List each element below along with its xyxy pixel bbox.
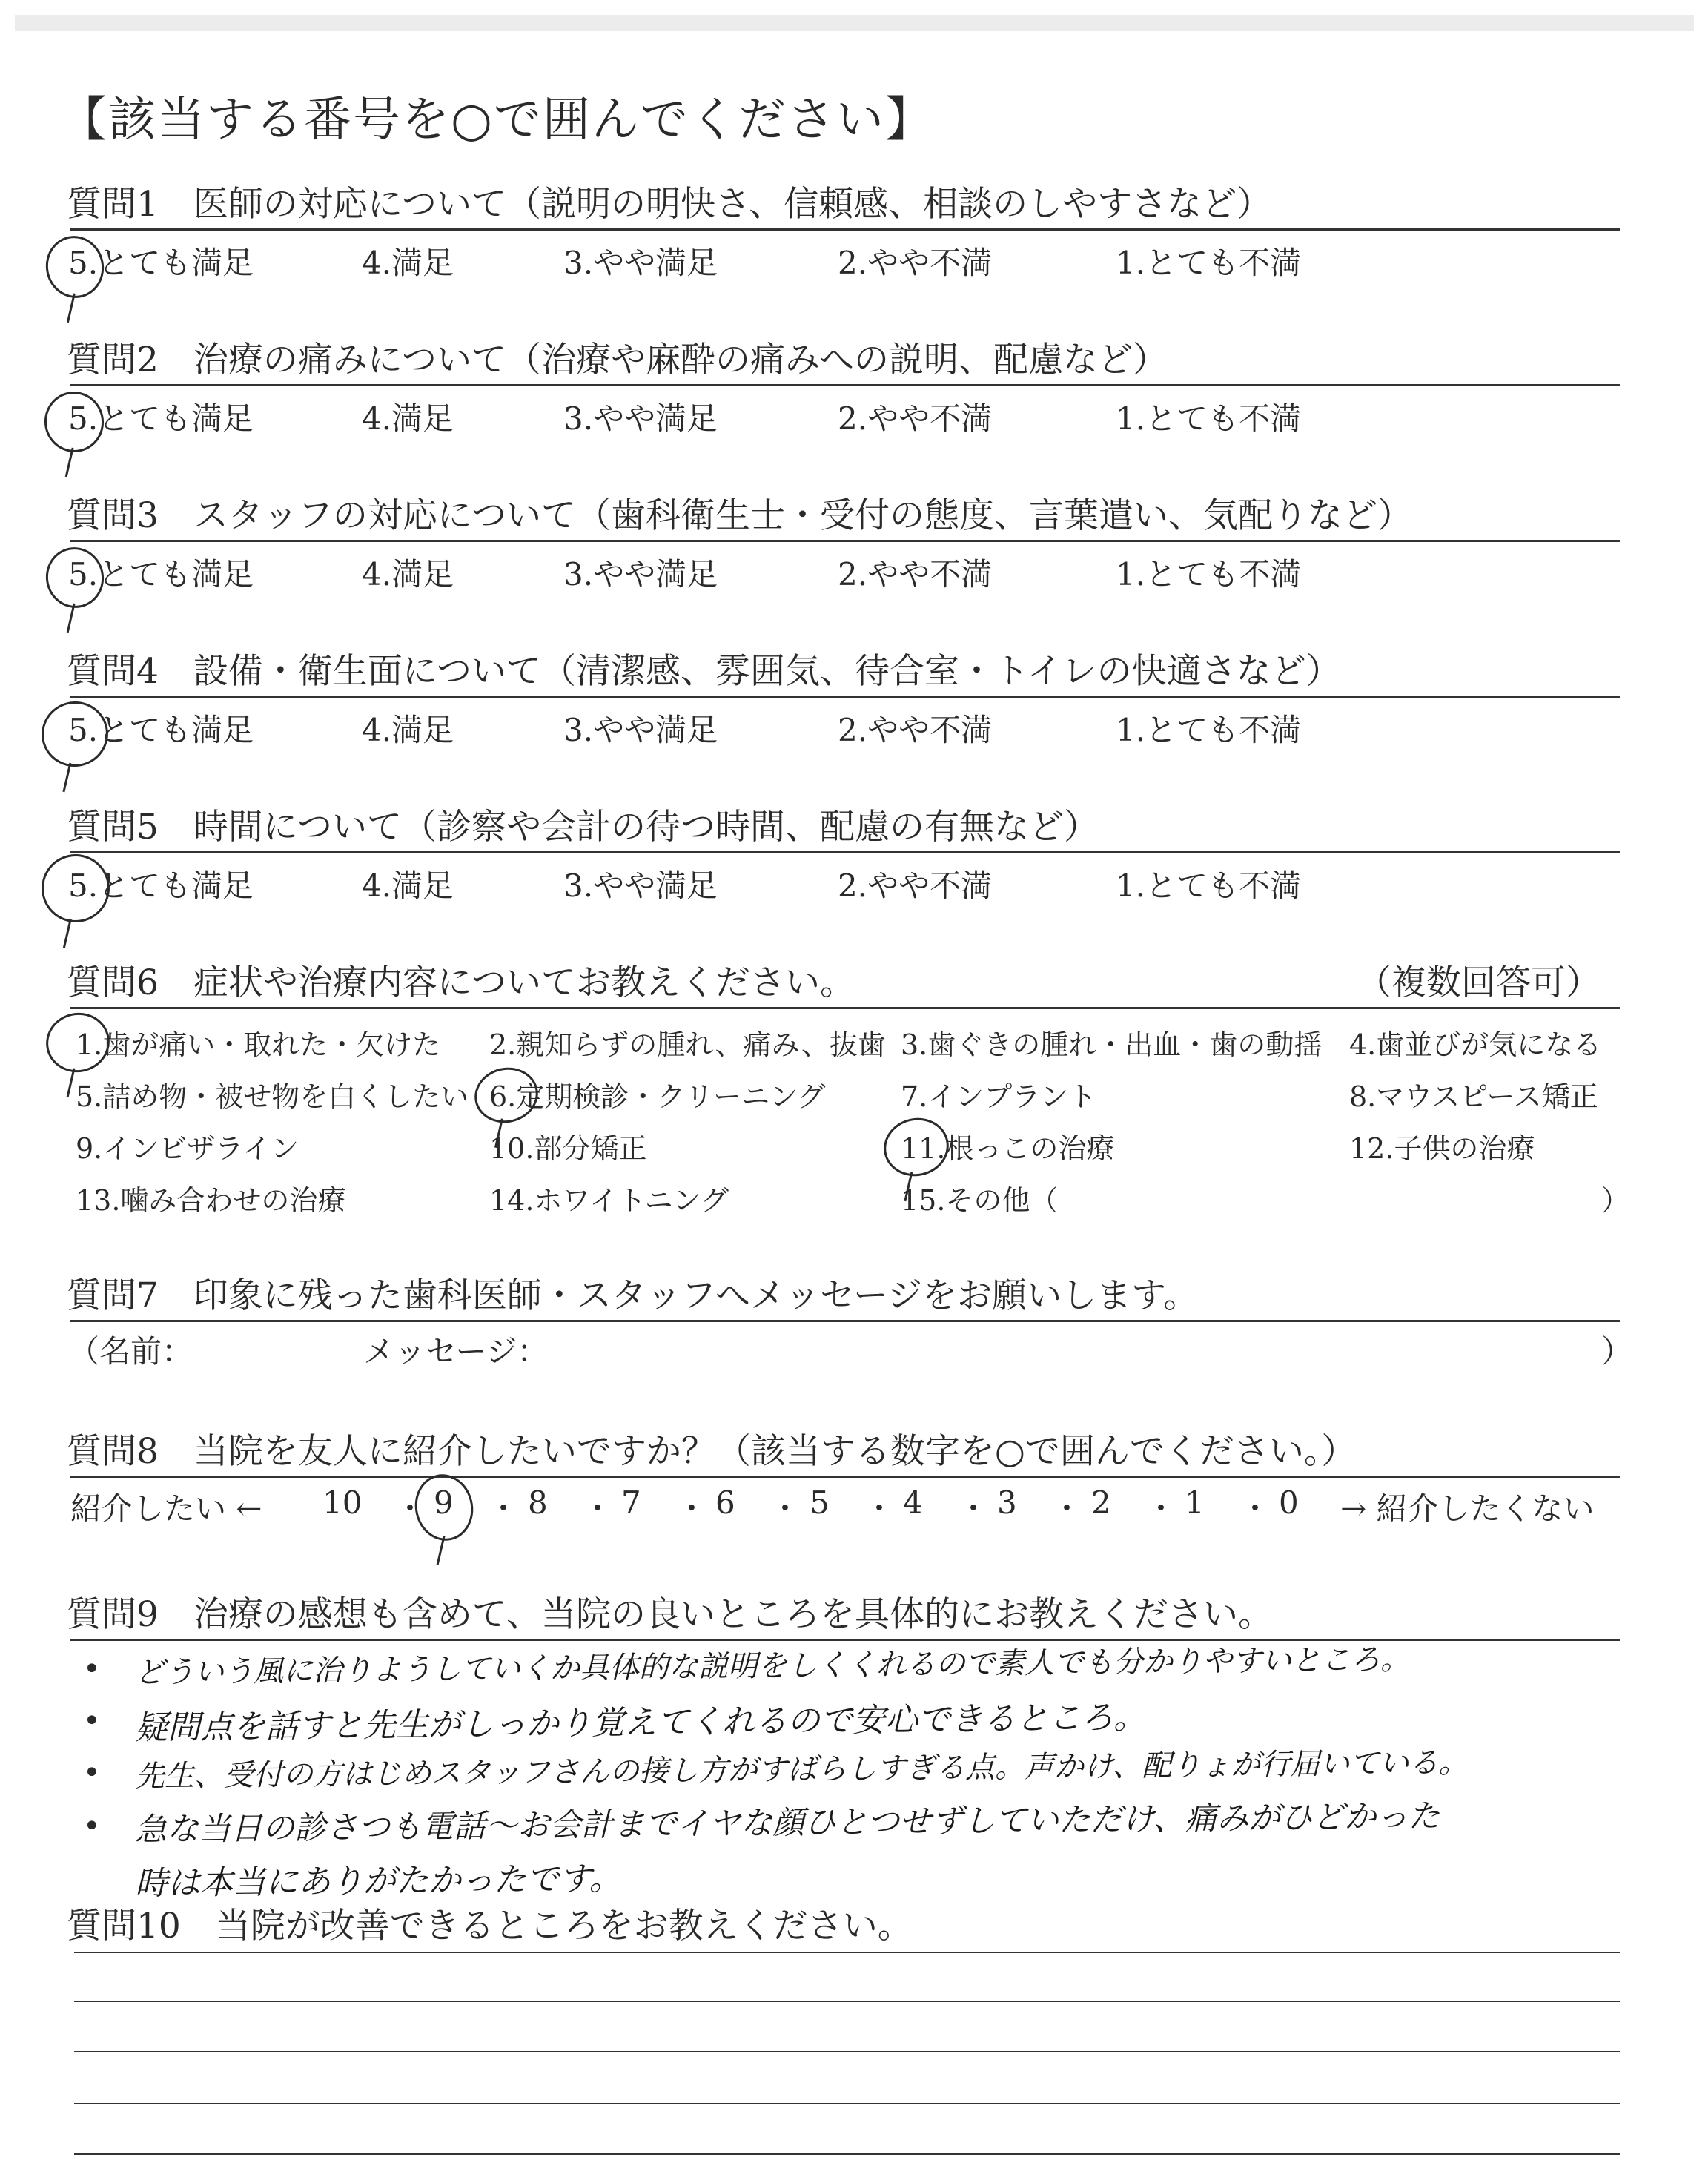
- q8-answer-circle: [408, 1469, 479, 1546]
- q8-separator: ・: [769, 1490, 801, 1527]
- q8-separator: ・: [864, 1490, 896, 1527]
- q7-close-paren: ）: [1601, 1333, 1633, 1370]
- q5-underline: [70, 851, 1620, 853]
- q8-scale-8[interactable]: 8: [528, 1484, 548, 1521]
- q3-option-3[interactable]: 3.やや満足: [563, 556, 718, 592]
- q6-item-7[interactable]: 7.インプラント: [901, 1080, 1097, 1113]
- q7-title: 質問7 印象に残った歯科医師・スタッフへメッセージをお願いします。: [67, 1275, 1199, 1316]
- q3-underline: [70, 540, 1620, 542]
- q10-answer-line: [74, 2103, 1620, 2104]
- q9-answer-4: 急な当日の診さつも電話～お会計までイヤな顔ひとつせずしていただけ、痛みがひどかった: [134, 1797, 1440, 1849]
- q6-answer-circle-6: [469, 1062, 543, 1129]
- q2-option-1[interactable]: 1.とても不満: [1116, 400, 1302, 437]
- q8-scale-9[interactable]: 9: [434, 1484, 454, 1521]
- q3-option-1[interactable]: 1.とても不満: [1116, 556, 1302, 592]
- q6-item-11[interactable]: 11.根っこの治療: [901, 1132, 1115, 1165]
- q1-option-3[interactable]: 3.やや満足: [563, 245, 718, 281]
- q8-scale-1[interactable]: 1: [1185, 1484, 1205, 1521]
- q10-answer-line: [74, 1952, 1620, 1953]
- q6-item-15[interactable]: 15.その他（: [901, 1184, 1059, 1217]
- q6-item-2[interactable]: 2.親知らずの腫れ、痛み、抜歯: [489, 1028, 886, 1061]
- q1-option-4[interactable]: 4.満足: [362, 245, 454, 281]
- q10-title: 質問10 当院が改善できるところをお教えください。: [67, 1906, 913, 1946]
- q8-scale-10[interactable]: 10: [322, 1484, 363, 1521]
- q8-scale-3[interactable]: 3: [997, 1484, 1017, 1521]
- q2-option-3[interactable]: 3.やや満足: [563, 400, 718, 437]
- q8-separator: ・: [582, 1490, 614, 1527]
- q9-bullet: •: [83, 1756, 101, 1790]
- q8-scale-4[interactable]: 4: [903, 1484, 923, 1521]
- q8-separator: ・: [676, 1490, 708, 1527]
- q8-separator: ・: [1051, 1490, 1083, 1527]
- q9-answer-5: 時は本当にありがたかったです。: [134, 1860, 622, 1903]
- q9-bullet: •: [83, 1704, 101, 1738]
- page-title: 【該当する番号を○で囲んでください】: [59, 93, 934, 148]
- q8-left-label: 紹介したい ←: [70, 1490, 262, 1527]
- q5-option-5[interactable]: 5.とても満足: [68, 868, 254, 904]
- q5-title: 質問5 時間について（診察や会計の待つ時間、配慮の有無など）: [67, 807, 1099, 848]
- q8-separator: ・: [958, 1490, 990, 1527]
- q6-note: （複数回答可）: [1357, 962, 1601, 1003]
- q8-scale-6[interactable]: 6: [715, 1484, 735, 1521]
- q6-item-10[interactable]: 10.部分矯正: [489, 1132, 647, 1165]
- q6-item-15-close: ）: [1601, 1184, 1630, 1217]
- q6-item-6[interactable]: 6.定期検診・クリーニング: [489, 1080, 826, 1113]
- q10-answer-line: [74, 2051, 1620, 2052]
- q10-answer-line: [74, 2001, 1620, 2002]
- q3-title: 質問3 スタッフの対応について（歯科衛生士・受付の態度、言葉遣い、気配りなど）: [67, 495, 1412, 536]
- q7-message-label: メッセージ：: [363, 1333, 549, 1370]
- q8-scale-0[interactable]: 0: [1279, 1484, 1299, 1521]
- q8-title: 質問8 当院を友人に紹介したいですか？（該当する数字を○で囲んでください。）: [67, 1431, 1357, 1472]
- q8-separator: ・: [488, 1490, 520, 1527]
- q5-answer-circle: [35, 848, 116, 928]
- q8-scale-2[interactable]: 2: [1091, 1484, 1111, 1521]
- q9-answer-1: どういう風に治りようしていくか具体的な説明をしくくれるので素人でも分かりやすいところ。: [134, 1642, 1411, 1690]
- q8-scale-7[interactable]: 7: [621, 1484, 641, 1521]
- q10-answer-line: [74, 2153, 1620, 2155]
- q4-title: 質問4 設備・衛生面について（清潔感、雰囲気、待合室・トイレの快適さなど）: [67, 651, 1341, 692]
- q2-title: 質問2 治療の痛みについて（治療や麻酔の痛みへの説明、配慮など）: [67, 340, 1168, 380]
- q4-option-5[interactable]: 5.とても満足: [68, 712, 254, 748]
- q8-right-label: → 紹介したくない: [1340, 1490, 1595, 1527]
- q9-bullet: •: [83, 1809, 101, 1843]
- q4-underline: [70, 696, 1620, 698]
- q6-item-1[interactable]: 1.歯が痛い・取れた・欠けた: [76, 1028, 441, 1061]
- q3-option-2[interactable]: 2.やや不満: [838, 556, 993, 592]
- q6-title: 質問6 症状や治療内容についてお教えください。: [67, 962, 855, 1003]
- q1-option-1[interactable]: 1.とても不満: [1116, 245, 1302, 281]
- q4-option-3[interactable]: 3.やや満足: [563, 712, 718, 748]
- q9-answer-3: 先生、受付の方はじめスタッフさんの接し方がすばらしすぎる点。声かけ、配りょが行届いている。: [134, 1745, 1469, 1794]
- q2-option-5[interactable]: 5.とても満足: [68, 400, 254, 437]
- q4-option-2[interactable]: 2.やや不満: [838, 712, 993, 748]
- q6-answer-circle-11: [878, 1112, 954, 1183]
- q9-answer-2: 疑問点を話すと先生がしっかり覚えてくれるので安心できるところ。: [134, 1698, 1147, 1747]
- q6-item-13[interactable]: 13.噛み合わせの治療: [76, 1184, 346, 1217]
- scan-edge: [15, 15, 1694, 31]
- q6-item-12[interactable]: 12.子供の治療: [1349, 1132, 1535, 1165]
- q6-item-5[interactable]: 5.詰め物・被せ物を白くしたい: [76, 1080, 469, 1113]
- q6-item-3[interactable]: 3.歯ぐきの腫れ・出血・歯の動揺: [901, 1028, 1323, 1061]
- q6-item-9[interactable]: 9.インビザライン: [76, 1132, 299, 1165]
- q8-underline: [70, 1476, 1620, 1478]
- q6-underline: [70, 1007, 1620, 1009]
- q9-title: 質問9 治療の感想も含めて、当院の良いところを具体的にお教えください。: [67, 1594, 1273, 1635]
- q8-separator: ・: [1239, 1490, 1271, 1527]
- q2-option-2[interactable]: 2.やや不満: [838, 400, 993, 437]
- q8-separator: ・: [1145, 1490, 1177, 1527]
- q5-option-3[interactable]: 3.やや満足: [563, 868, 718, 904]
- q7-name-label: （名前：: [68, 1333, 193, 1370]
- q4-option-1[interactable]: 1.とても不満: [1116, 712, 1302, 748]
- q2-underline: [70, 384, 1620, 386]
- q6-item-14[interactable]: 14.ホワイトニング: [489, 1184, 729, 1217]
- q1-option-5[interactable]: 5.とても満足: [68, 245, 254, 281]
- q3-option-5[interactable]: 5.とても満足: [68, 556, 254, 592]
- q1-option-2[interactable]: 2.やや不満: [838, 245, 993, 281]
- q4-option-4[interactable]: 4.満足: [362, 712, 454, 748]
- q8-separator: ・: [394, 1490, 426, 1527]
- q1-title: 質問1 医師の対応について（説明の明快さ、信頼感、相談のしやすさなど）: [67, 184, 1272, 225]
- q7-underline: [70, 1320, 1620, 1322]
- q2-option-4[interactable]: 4.満足: [362, 400, 454, 437]
- q6-item-4[interactable]: 4.歯並びが気になる: [1349, 1028, 1602, 1061]
- q6-answer-circle-1: [41, 1007, 116, 1078]
- q6-item-8[interactable]: 8.マウスピース矯正: [1349, 1080, 1598, 1113]
- q9-bullet: •: [83, 1652, 101, 1686]
- q1-underline: [70, 228, 1620, 231]
- q8-scale-5[interactable]: 5: [810, 1484, 830, 1521]
- q5-option-1[interactable]: 1.とても不満: [1116, 868, 1302, 904]
- q5-option-2[interactable]: 2.やや不満: [838, 868, 993, 904]
- q5-option-4[interactable]: 4.満足: [362, 868, 454, 904]
- q3-option-4[interactable]: 4.満足: [362, 556, 454, 592]
